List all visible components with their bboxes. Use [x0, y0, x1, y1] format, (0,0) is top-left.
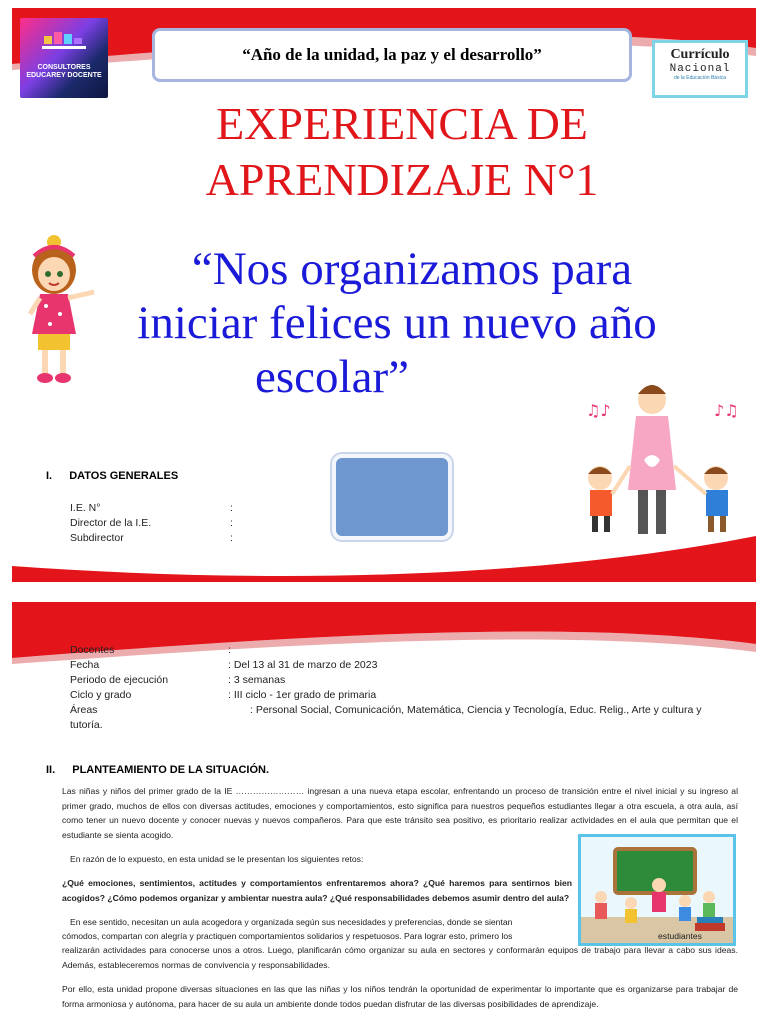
row-fecha-label: Fecha — [70, 659, 100, 671]
classroom-illustration — [581, 837, 733, 943]
row-areas-value: : Personal Social, Comunicación, Matemática, Ciencia y Tecnología, Educ. Relig., Arte y cultura y — [250, 704, 702, 716]
page-title — [112, 96, 692, 208]
row-docentes-value: : — [228, 644, 231, 656]
section-2-heading — [46, 764, 269, 776]
logo-right-line2: Nacional — [669, 63, 731, 75]
situation-paragraph-2: En razón de lo expuesto, en esta unidad se le presentan los siguientes retos: — [70, 854, 364, 864]
blue-placeholder-box — [332, 454, 452, 540]
row-director-colon: : — [230, 517, 233, 529]
challenges-questions: ¿Qué emociones, sentimientos, actitudes y comportamientos enfrentaremos ahora? ¿Qué haremos para sentirnos bien acogidos? ¿Cómo podemos organizar y ambientar nuestra aula? ¿Qué responsabilidades debemos asumir dentro del aula? — [62, 878, 572, 903]
row-director — [70, 517, 151, 529]
row-periodo-label: Periodo de ejecución — [70, 674, 169, 686]
teacher-kids-illustration — [566, 370, 750, 556]
section-1-number: I. — [46, 470, 53, 482]
section-2-title: PLANTEAMIENTO DE LA SITUACIÓN. — [72, 764, 270, 776]
row-ciclo-label: Ciclo y grado — [70, 689, 132, 701]
section-1-title: DATOS GENERALES — [69, 470, 179, 482]
situation-paragraph-4c: estudiantes — [658, 931, 702, 941]
row-ie — [70, 502, 100, 514]
logo-emblem-icon — [20, 18, 108, 62]
subtitle-line3: escolar” — [255, 351, 409, 403]
row-docentes-label: Docentes — [70, 644, 115, 656]
situation-paragraph-4a: En ese sentido, necesitan un aula acogedora y organizada según sus necesidades y preferencias, donde se sientan — [70, 917, 513, 927]
row-periodo-value: : 3 semanas — [228, 674, 286, 686]
row-subdirector-colon: : — [230, 532, 233, 544]
title-line1: EXPERIENCIA DE — [216, 98, 588, 149]
situation-paragraph-5: Por ello, esta unidad propone diversas situaciones en las que las niñas y los niños tendrán la oportunidad de experimentar lo importante que es organizarse para trabajar de forma armoniosa y autónoma, para hacer de su aula un ambiente donde todos puedan disfrutar de las diversas posibilidades de aprendizaje. — [62, 984, 738, 1009]
row-areas-label: Áreas — [70, 704, 98, 716]
svg-text:♪♫: ♪♫ — [714, 401, 739, 420]
row-ie-colon: : — [230, 502, 233, 514]
page-2 — [12, 602, 756, 1024]
section-1-heading — [46, 470, 178, 482]
logo-right-line1: Currículo — [670, 47, 730, 62]
situation-paragraph-1: Las niñas y niños del primer grado de la IE …………………… ingresan a una nueva etapa escolar, enfrentando un proceso de transición entre el nivel inicial y su ingreso al primer grado, muchos de ellos con diversas actitudes, emociones y comportamientos, esto significa para nuestros pequeños estudiantes llegar a otra escuela, a otra aula, así como tener un nuevo docente y conocer nuevas y nuevos compañeros. Para que este tránsito sea positivo, es prioritario realizar actividades en el aula que permitan que el estudiante se sienta acogido. — [62, 786, 738, 840]
consultores-logo — [20, 18, 108, 98]
curriculo-nacional-logo — [652, 40, 748, 98]
situation-paragraph-4b: cómodos, compartan con alegría y practiquen comportamientos solidarios y respetuosos. Para lograr esto, primero los — [62, 931, 513, 941]
situation-paragraph-4d: realizarán actividades para conocerse unos a otros. Luego, planificarán cómo organizar su aula en sectores y conformarán equipos de trabajo para llevar a cabo sus ideas. Además, estableceremos normas de convivencia y responsabilidades. — [62, 945, 738, 970]
row-fecha-value: : Del 13 al 31 de marzo de 2023 — [228, 659, 378, 671]
logo-left-text: CONSULTORES EDUCAREY DOCENTE — [26, 64, 102, 79]
subtitle-line2: iniciar felices un nuevo año — [137, 297, 657, 349]
row-areas-continuation: tutoría. — [70, 719, 103, 731]
subtitle-line1: “Nos organizamos para — [191, 243, 633, 295]
row-director-label: Director de la I.E. — [70, 517, 152, 529]
logo-right-line3: de la Educación Básica — [674, 75, 726, 81]
bottom-red-band — [12, 530, 756, 582]
motto-banner: “Año de la unidad, la paz y el desarrollo” — [152, 28, 632, 82]
page2-top-red-band — [12, 602, 756, 666]
section-2-number: II. — [46, 764, 56, 776]
row-subdirector-label: Subdirector — [70, 532, 124, 544]
title-line2: APRENDIZAJE N°1 — [205, 154, 599, 205]
page-1 — [12, 8, 756, 582]
row-ie-label: I.E. N° — [70, 502, 101, 514]
svg-text:♫♪: ♫♪ — [586, 401, 611, 420]
row-ciclo-value: : III ciclo - 1er grado de primaria — [228, 689, 377, 701]
